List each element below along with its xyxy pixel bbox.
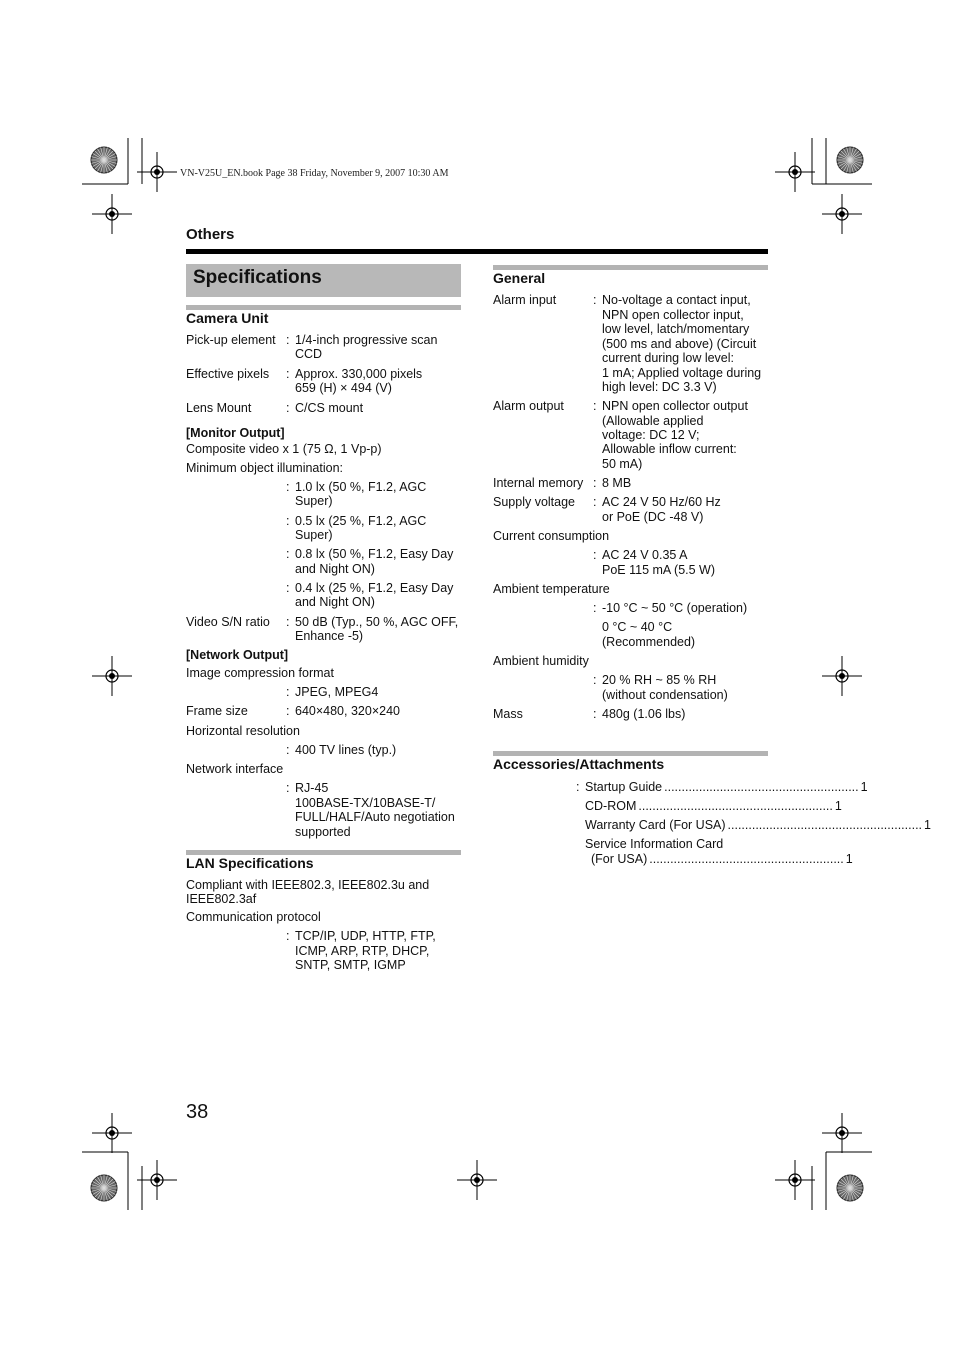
alarm-in-1: No-voltage a contact input, (602, 293, 751, 307)
supply-value-2: or PoE (DC -48 V) (602, 510, 704, 524)
alarm-in-label: Alarm input (493, 293, 557, 307)
effective-value-1: Approx. 330,000 pixels (295, 367, 423, 381)
pickup-value-1: 1/4-inch progressive scan (295, 333, 438, 347)
sn-label: Video S/N ratio (186, 615, 270, 629)
alarm-out-2: (Allowable applied (602, 414, 704, 428)
alarm-in-3: low level, latch/momentary (602, 322, 750, 336)
alarm-in-7: high level: DC 3.3 V) (602, 380, 717, 394)
registration-mark-dot (839, 211, 845, 217)
lens-value: C/CS mount (295, 401, 364, 415)
network-output-heading: [Network Output] (186, 648, 289, 662)
accessories-heading: Accessories/Attachments (493, 756, 665, 772)
illum-3b: and Night ON) (295, 562, 375, 576)
colon: : (576, 780, 580, 794)
accessory-name: Warranty Card (For USA) (585, 818, 726, 832)
lan-compliant-1: Compliant with IEEE802.3, IEEE802.3u and (186, 878, 430, 892)
supply-value-1: AC 24 V 50 Hz/60 Hz (602, 495, 721, 509)
colon: : (593, 548, 597, 562)
protocol-label: Communication protocol (186, 910, 321, 924)
illum-4a: 0.4 lx (25 %, F1.2, Easy Day (295, 581, 454, 595)
alarm-out-1: NPN open collector output (602, 399, 748, 413)
accessory-item (585, 780, 868, 795)
humidity-label: Ambient humidity (493, 654, 589, 668)
accessory-qty: 1 (845, 852, 853, 866)
colon: : (593, 707, 597, 721)
protocol-value-2: ICMP, ARP, RTP, DHCP, (295, 944, 430, 958)
humidity-value-1: 20 % RH ~ 85 % RH (602, 673, 717, 687)
netif-value-2: 100BASE-TX/10BASE-T/ (295, 796, 436, 810)
mass-label: Mass (493, 707, 523, 721)
netif-value-1: RJ-45 (295, 781, 329, 795)
colon: : (593, 601, 597, 615)
registration-mark-dot (109, 211, 115, 217)
composite-line: Composite video x 1 (75 Ω, 1 Vp-p) (186, 442, 382, 456)
compression-value: JPEG, MPEG4 (295, 685, 379, 699)
effective-label: Effective pixels (186, 367, 270, 381)
effective-value-2: 659 (H) × 494 (V) (295, 381, 392, 395)
colon: : (286, 547, 290, 561)
page-title: Specifications (193, 267, 322, 288)
registration-mark-dot (474, 1177, 480, 1183)
mass-value: 480g (1.06 lbs) (602, 707, 686, 721)
registration-mark-dot (792, 169, 798, 175)
colon: : (593, 399, 597, 413)
dot-leader: ........................................................ (649, 852, 844, 866)
colon: : (593, 293, 597, 307)
frame-label: Frame size (186, 704, 248, 718)
colon: : (286, 929, 290, 943)
pickup-label: Pick-up element (186, 333, 276, 347)
alarm-in-5: current during low level: (602, 351, 735, 365)
illum-3a: 0.8 lx (50 %, F1.2, Easy Day (295, 547, 454, 561)
alarm-in-4: (500 ms and above) (Circuit (602, 337, 757, 351)
humidity-value-2: (without condensation) (602, 688, 728, 702)
hres-value: 400 TV lines (typ.) (295, 743, 397, 757)
colon: : (286, 781, 290, 795)
accessory-item (585, 818, 931, 833)
dot-leader: ........................................................ (727, 818, 923, 832)
colon: : (286, 581, 290, 595)
alarm-in-2: NPN open collector input, (602, 308, 744, 322)
colon: : (286, 704, 290, 718)
accessory-qty: 1 (834, 799, 842, 813)
accessory-name: (For USA) (591, 852, 648, 866)
illum-1b: Super) (295, 494, 333, 508)
illum-2a: 0.5 lx (25 %, F1.2, AGC (295, 514, 427, 528)
registration-mark-dot (154, 169, 160, 175)
accessory-item (585, 799, 842, 814)
colon: : (286, 615, 290, 629)
frame-value: 640×480, 320×240 (295, 704, 400, 718)
netif-label: Network interface (186, 762, 284, 776)
accessory-qty: 1 (860, 780, 868, 794)
lan-compliant-2: IEEE802.3af (186, 892, 257, 906)
page-number: 38 (186, 1101, 209, 1123)
alarm-out-3: voltage: DC 12 V; (602, 428, 700, 442)
current-value-1: AC 24 V 0.35 A (602, 548, 688, 562)
accessory-name: Startup Guide (585, 780, 663, 794)
supply-label: Supply voltage (493, 495, 576, 509)
alarm-in-6: 1 mA; Applied voltage during (602, 366, 762, 380)
compression-label: Image compression format (186, 666, 334, 680)
colon: : (286, 480, 290, 494)
lan-heading: LAN Specifications (186, 855, 314, 871)
min-illum-label: Minimum object illumination: (186, 461, 344, 475)
temp-label: Ambient temperature (493, 582, 610, 596)
protocol-value-1: TCP/IP, UDP, HTTP, FTP, (295, 929, 436, 943)
colon: : (286, 685, 290, 699)
registration-mark-dot (839, 673, 845, 679)
memory-value: 8 MB (602, 476, 632, 490)
accessory-item (591, 852, 853, 867)
registration-mark-dot (109, 1130, 115, 1136)
temp-value-2: 0 °C ~ 40 °C (602, 620, 673, 634)
sn-value-2: Enhance -5) (295, 629, 364, 643)
memory-label: Internal memory (493, 476, 584, 490)
illum-4b: and Night ON) (295, 595, 375, 609)
monitor-output-heading: [Monitor Output] (186, 426, 285, 440)
protocol-value-3: SNTP, SMTP, IGMP (295, 958, 406, 972)
colon: : (286, 333, 290, 347)
file-info-line: VN-V25U_EN.book Page 38 Friday, November 9, 2007 10:30 AM (180, 168, 449, 179)
alarm-out-label: Alarm output (493, 399, 564, 413)
accessory-name-line1: Service Information Card (585, 837, 724, 851)
registration-mark-dot (154, 1177, 160, 1183)
netif-value-3: FULL/HALF/Auto negotiation (295, 810, 455, 824)
colon: : (593, 495, 597, 509)
alarm-out-4: Allowable inflow current: (602, 442, 737, 456)
registration-mark-dot (839, 1130, 845, 1136)
accessory-name: CD-ROM (585, 799, 637, 813)
registration-mark-dot (109, 673, 115, 679)
dot-leader: ........................................................ (664, 780, 859, 794)
colon: : (593, 673, 597, 687)
accessory-qty: 1 (924, 818, 931, 832)
netif-value-4: supported (295, 825, 351, 839)
illum-2b: Super) (295, 528, 333, 542)
general-heading: General (493, 270, 546, 286)
hres-label: Horizontal resolution (186, 724, 300, 738)
alarm-out-5: 50 mA) (602, 457, 643, 471)
pickup-value-2: CCD (295, 347, 323, 361)
colon: : (286, 514, 290, 528)
camera-unit-heading: Camera Unit (186, 310, 269, 326)
lens-label: Lens Mount (186, 401, 252, 415)
section-label: Others (186, 226, 235, 243)
current-label: Current consumption (493, 529, 610, 543)
colon: : (593, 476, 597, 490)
temp-value-3: (Recommended) (602, 635, 696, 649)
colon: : (286, 367, 290, 381)
colon: : (286, 743, 290, 757)
illum-1a: 1.0 lx (50 %, F1.2, AGC (295, 480, 427, 494)
dot-leader: ........................................................ (638, 799, 833, 813)
colon: : (286, 401, 290, 415)
temp-value-1: -10 °C ~ 50 °C (operation) (602, 601, 748, 615)
header-rule (186, 249, 768, 254)
sn-value-1: 50 dB (Typ., 50 %, AGC OFF, (295, 615, 459, 629)
registration-mark-dot (792, 1177, 798, 1183)
current-value-2: PoE 115 mA (5.5 W) (602, 563, 716, 577)
